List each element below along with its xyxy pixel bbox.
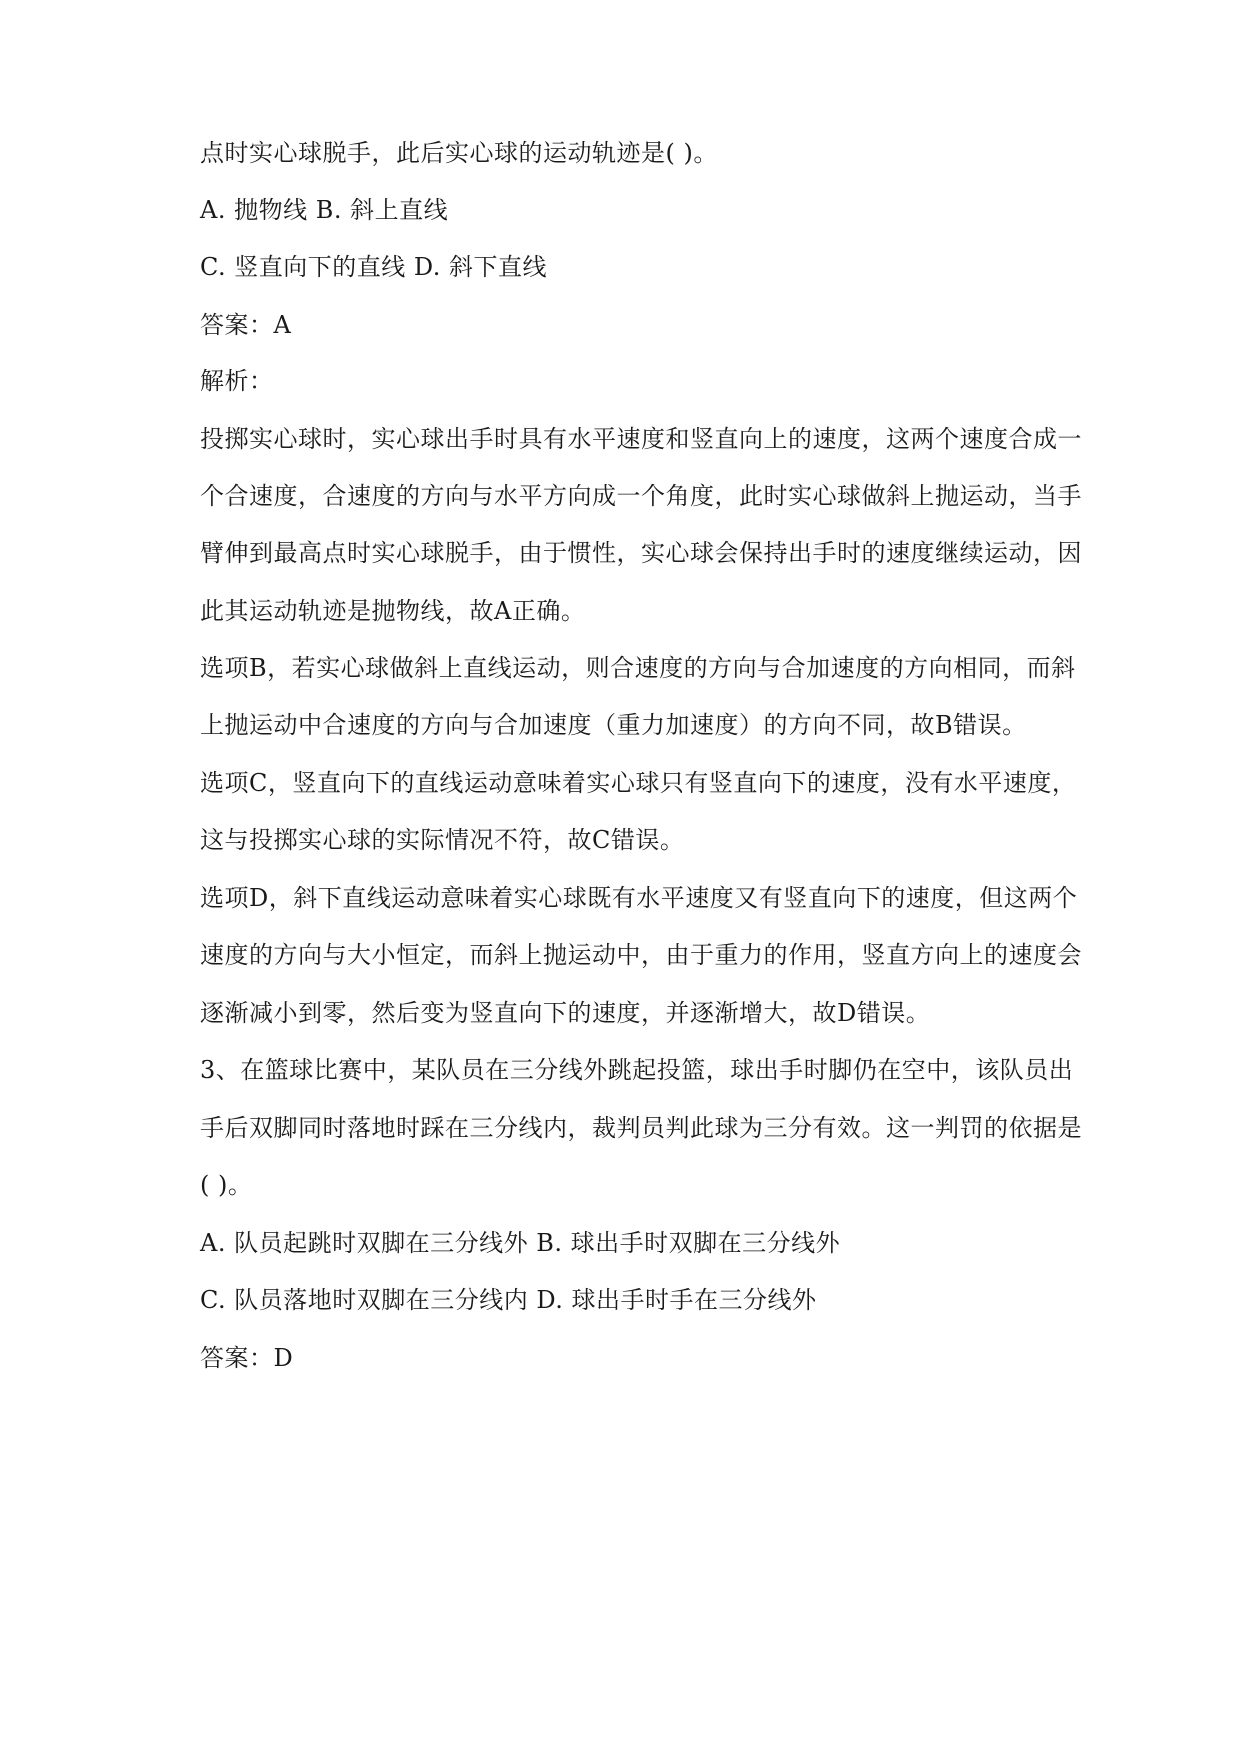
option-b-explanation: 选项B，若实心球做斜上直线运动，则合速度的方向与合加速度的方向相同，而斜 [200, 654, 1076, 682]
question-3-stem: 手后双脚同时落地时踩在三分线内，裁判员判此球为三分有效。这一判罚的依据是 [200, 1114, 1082, 1142]
question-3-options-ab: A. 队员起跳时双脚在三分线外 B. 球出手时双脚在三分线外 [200, 1229, 841, 1257]
option-c-explanation: 这与投掷实心球的实际情况不符，故C错误。 [200, 826, 685, 854]
analysis-heading: 解析： [200, 367, 274, 395]
option-line-ab: A. 抛物线 B. 斜上直线 [200, 196, 449, 224]
option-b-explanation: 上抛运动中合速度的方向与合加速度（重力加速度）的方向不同，故B错误。 [200, 711, 1027, 739]
analysis-text-line: 投掷实心球时，实心球出手时具有水平速度和竖直向上的速度，这两个速度合成一 [200, 425, 1082, 453]
question-3-options-cd: C. 队员落地时双脚在三分线内 D. 球出手时手在三分线外 [200, 1286, 817, 1314]
answer-line: 答案：A [200, 311, 292, 339]
question-3-answer: 答案：D [200, 1344, 294, 1372]
option-d-explanation: 速度的方向与大小恒定，而斜上抛运动中，由于重力的作用，竖直方向上的速度会 [200, 941, 1082, 969]
option-d-explanation: 逐渐减小到零，然后变为竖直向下的速度，并逐渐增大，故D错误。 [200, 999, 931, 1027]
analysis-text-line: 此其运动轨迹是抛物线，故A正确。 [200, 597, 586, 625]
option-d-explanation: 选项D，斜下直线运动意味着实心球既有水平速度又有竖直向下的速度，但这两个 [200, 884, 1078, 912]
option-line-cd: C. 竖直向下的直线 D. 斜下直线 [200, 253, 548, 281]
question-3-stem: ( )。 [200, 1171, 253, 1199]
question-3-stem: 3、在篮球比赛中，某队员在三分线外跳起投篮，球出手时脚仍在空中，该队员出 [200, 1056, 1074, 1084]
option-c-explanation: 选项C，竖直向下的直线运动意味着实心球只有竖直向下的速度，没有水平速度， [200, 769, 1077, 797]
analysis-text-line: 臂伸到最高点时实心球脱手，由于惯性，实心球会保持出手时的速度继续运动，因 [200, 539, 1082, 567]
analysis-text-line: 个合速度，合速度的方向与水平方向成一个角度，此时实心球做斜上抛运动，当手 [200, 482, 1082, 510]
question-stem-continued: 点时实心球脱手，此后实心球的运动轨迹是( )。 [200, 139, 718, 167]
